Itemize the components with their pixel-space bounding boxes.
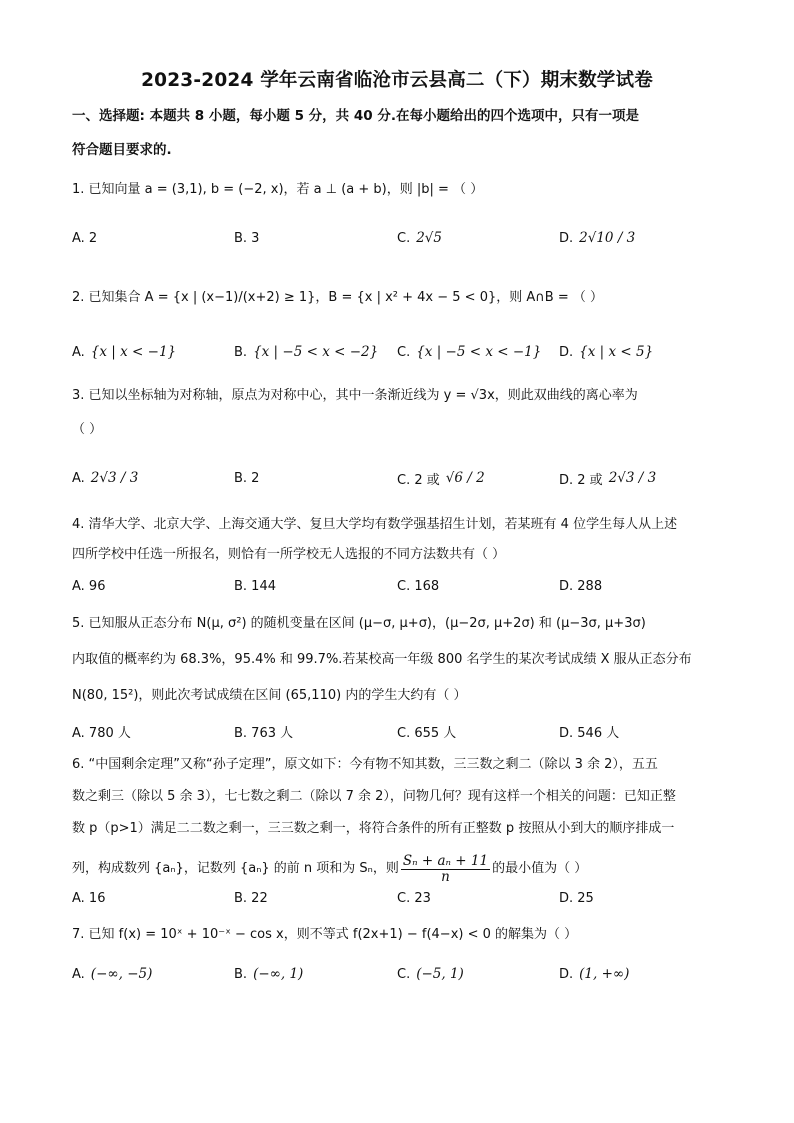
fraction-denominator: n (441, 868, 450, 885)
option-label: A. (72, 966, 85, 982)
question-4-stem-line2: 四所学校中任选一所报名，则恰有一所学校无人选报的不同方法数共有（ ） (72, 547, 506, 562)
option-math: {x | −5 < x < −1} (416, 344, 542, 360)
question-3-stem-line2: （ ） (72, 422, 103, 437)
option-label: A. 96 (72, 578, 106, 594)
section-heading-line2: 符合题目要求的. (72, 142, 172, 158)
option-b (234, 222, 259, 254)
question-6-stem-line2: 数之剩三（除以 5 余 3），七七数之剩二（除以 7 余 2），问物几何？现有这样一个相关的问题：已知正整 (72, 789, 676, 804)
option-math: (−∞, 1) (253, 966, 304, 982)
option-b (234, 958, 303, 990)
option-label: A. 2 (72, 230, 98, 246)
question-4-options (72, 570, 732, 602)
option-math: 2√5 (416, 230, 442, 246)
option-d (559, 222, 635, 254)
option-label: D. 546 人 (559, 725, 620, 741)
option-b (234, 570, 276, 602)
question-3-options (72, 462, 732, 494)
option-a (72, 958, 152, 990)
option-c (397, 715, 456, 747)
option-label: B. (234, 344, 248, 360)
option-math: √6 / 2 (445, 470, 485, 486)
option-label: A. (72, 344, 85, 360)
option-a (72, 462, 138, 494)
option-label: C. 23 (397, 890, 431, 906)
option-label: C. 168 (397, 578, 440, 594)
option-label: D. 25 (559, 890, 594, 906)
option-d (559, 570, 602, 602)
option-label: D. 288 (559, 578, 603, 594)
question-6-options (72, 882, 732, 914)
question-6-stem-line4 (72, 852, 734, 886)
option-label: D. (559, 966, 574, 982)
stem-text: 列，构成数列 {aₙ}，记数列 {aₙ} 的前 n 项和为 Sₙ，则 (72, 861, 399, 876)
question-1-options (72, 222, 732, 254)
question-5-options (72, 715, 732, 747)
option-c (397, 462, 485, 494)
option-math: 2√10 / 3 (579, 230, 636, 246)
question-7-stem: 7. 已知 f(x) = 10ˣ + 10⁻ˣ − cos x，则不等式 f(2x+1) − f(4−x) < 0 的解集为（ ） (72, 927, 578, 942)
question-5-stem: 5. 已知服从正态分布 N(μ, σ²) 的随机变量在区间 (μ−σ, μ+σ)，(μ−2σ, μ+2σ) 和 (μ−3σ, μ+3σ) (72, 616, 646, 631)
stem-text: 的最小值为（ ） (492, 861, 588, 876)
option-b (234, 462, 259, 494)
option-label: B. 763 人 (234, 725, 294, 741)
question-3-stem: 3. 已知以坐标轴为对称轴，原点为对称中心，其中一条渐近线为 y = √3x，则此双曲线的离心率为 (72, 388, 638, 403)
question-2-stem: 2. 已知集合 A = {x | (x−1)/(x+2) ≥ 1}，B = {x | x² + 4x − 5 < 0}，则 A∩B = （ ） (72, 290, 603, 305)
option-label: B. (234, 966, 248, 982)
option-d (559, 462, 656, 494)
option-label: A. 16 (72, 890, 106, 906)
option-c (397, 882, 431, 914)
option-c (397, 958, 464, 990)
fraction-numerator: Sₙ + aₙ + 11 (402, 852, 489, 869)
question-7-options (72, 958, 732, 990)
option-a (72, 222, 97, 254)
option-b (234, 882, 268, 914)
option-math: {x | x < −1} (90, 344, 177, 360)
question-5-stem-line3: N(80, 15²)，则此次考试成绩在区间 (65,110) 内的学生大约有（ ） (72, 688, 467, 703)
option-label: A. (72, 470, 85, 486)
option-d (559, 882, 594, 914)
option-b (234, 715, 293, 747)
option-a (72, 715, 131, 747)
option-math: {x | x < 5} (579, 344, 654, 360)
option-label: C. (397, 344, 411, 360)
section-heading-line1: 一、选择题: 本题共 8 小题，每小题 5 分，共 40 分.在每小题给出的四个选项中，只有一项是 (72, 108, 639, 124)
option-c (397, 570, 439, 602)
option-label: D. 2 或 (559, 472, 603, 488)
question-5-stem-line2: 内取值的概率约为 68.3%，95.4% 和 99.7%.若某校高一年级 800 名学生的某次考试成绩 X 服从正态分布 (72, 652, 692, 667)
option-label: B. 2 (234, 470, 260, 486)
option-label: C. 2 或 (397, 472, 440, 488)
option-label: D. (559, 344, 574, 360)
option-a (72, 570, 105, 602)
option-label: D. (559, 230, 574, 246)
option-d (559, 336, 653, 368)
page-title: 2023-2024 学年云南省临沧市云县高二（下）期末数学试卷 (141, 70, 653, 91)
option-math: (−∞, −5) (90, 966, 153, 982)
option-d (559, 958, 629, 990)
question-6-stem-line3: 数 p（p>1）满足二二数之剩一，三三数之剩一，将符合条件的所有正整数 p 按照从小到大的顺序排成一 (72, 821, 675, 836)
option-b (234, 336, 378, 368)
question-1-stem: 1. 已知向量 a = (3,1), b = (−2, x)，若 a ⊥ (a + b)，则 |b| = （ ） (72, 182, 484, 197)
option-d (559, 715, 619, 747)
option-math: {x | −5 < x < −2} (253, 344, 379, 360)
option-c (397, 222, 442, 254)
option-math: 2√3 / 3 (90, 470, 139, 486)
question-4-stem: 4. 清华大学、北京大学、上海交通大学、复旦大学均有数学强基招生计划，若某班有 4 位学生每人从上述 (72, 517, 678, 532)
option-math: (−5, 1) (416, 966, 464, 982)
option-math: 2√3 / 3 (608, 470, 657, 486)
option-a (72, 336, 176, 368)
question-6-stem: 6. “中国剩余定理”又称“孙子定理”，原文如下：今有物不知其数，三三数之剩二（除以 3 余 2），五五 (72, 757, 658, 772)
option-label: B. 3 (234, 230, 260, 246)
option-label: C. (397, 230, 411, 246)
option-a (72, 882, 105, 914)
option-math: (1, +∞) (579, 966, 630, 982)
question-2-options (72, 336, 732, 368)
option-label: C. (397, 966, 411, 982)
option-c (397, 336, 541, 368)
option-label: B. 22 (234, 890, 268, 906)
option-label: C. 655 人 (397, 725, 457, 741)
option-label: A. 780 人 (72, 725, 131, 741)
fraction (401, 854, 490, 885)
option-label: B. 144 (234, 578, 276, 594)
